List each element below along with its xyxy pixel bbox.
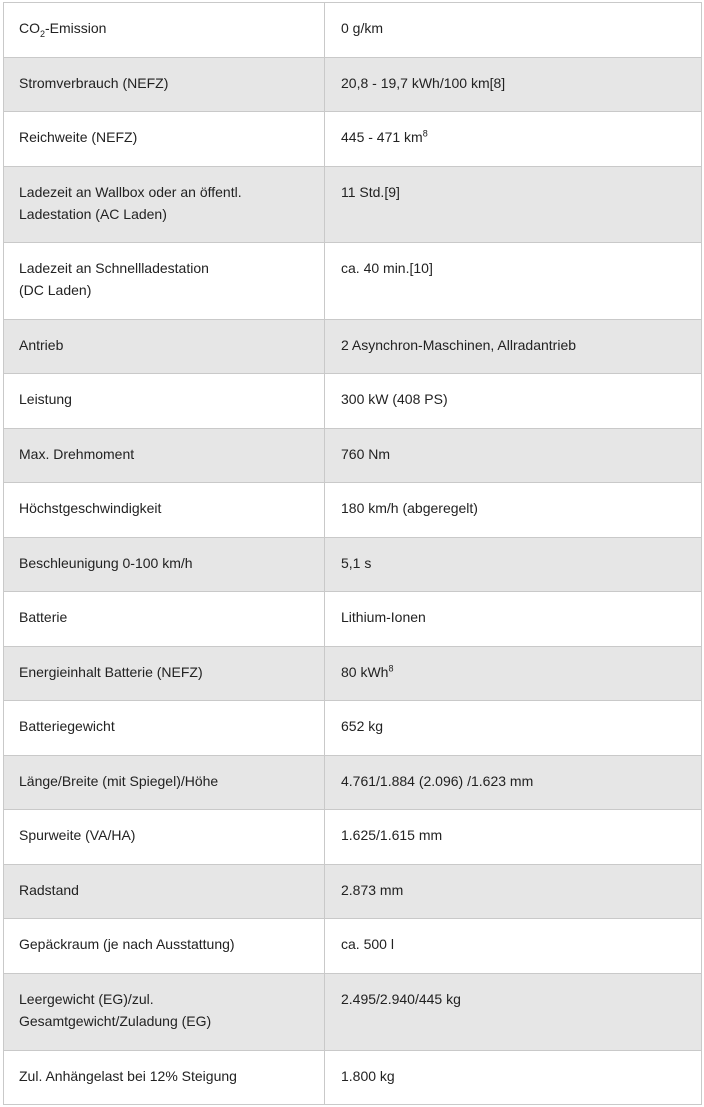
row-value: 180 km/h (abgeregelt) <box>325 483 702 538</box>
row-label: Höchstgeschwindigkeit <box>4 483 325 538</box>
row-value: 652 kg <box>325 701 702 756</box>
table-row <box>4 647 702 701</box>
row-value: 1.800 kg <box>325 1051 702 1105</box>
table-row <box>4 167 702 243</box>
table-row <box>4 810 702 865</box>
table-row <box>4 374 702 429</box>
row-value: 300 kW (408 PS) <box>325 374 702 429</box>
row-label: Stromverbrauch (NEFZ) <box>4 58 325 112</box>
table-row <box>4 3 702 58</box>
table-row <box>4 865 702 919</box>
row-label: Batterie <box>4 592 325 647</box>
table-row <box>4 538 702 592</box>
row-value: Lithium-Ionen <box>325 592 702 647</box>
row-value: 80 kWh$^8$ <box>325 647 702 701</box>
row-label: Ladezeit an Schnellladestation (DC Laden) <box>4 243 325 320</box>
row-value: 2.873 mm <box>325 865 702 919</box>
table-row <box>4 243 702 320</box>
row-label: Radstand <box>4 865 325 919</box>
table-row <box>4 919 702 974</box>
table-row <box>4 701 702 756</box>
row-label: Leergewicht (EG)/zul. Gesamtgewicht/Zuladung (EG) <box>4 974 325 1051</box>
row-label: Gepäckraum (je nach Ausstattung) <box>4 919 325 974</box>
row-label: Ladezeit an Wallbox oder an öffentl. Ladestation (AC Laden) <box>4 167 325 243</box>
row-value: 2 Asynchron-Maschinen, Allradantrieb <box>325 320 702 374</box>
table-row <box>4 320 702 374</box>
row-label: Max. Drehmoment <box>4 429 325 483</box>
row-label: Batteriegewicht <box>4 701 325 756</box>
table-row <box>4 112 702 167</box>
row-value: 4.761/1.884 (2.096) /1.623 mm <box>325 756 702 810</box>
row-value: ca. 40 min.[10] <box>325 243 702 320</box>
table-row <box>4 58 702 112</box>
row-label: Reichweite (NEFZ) <box>4 112 325 167</box>
row-value: 2.495/2.940/445 kg <box>325 974 702 1051</box>
row-value: 1.625/1.615 mm <box>325 810 702 865</box>
row-value: 5,1 s <box>325 538 702 592</box>
row-label: Zul. Anhängelast bei 12% Steigung <box>4 1051 325 1105</box>
row-label: Leistung <box>4 374 325 429</box>
row-value: 445 - 471 $km^8$ <box>325 112 702 167</box>
row-value: 11 Std.[9] <box>325 167 702 243</box>
row-value: ca. 500 l <box>325 919 702 974</box>
spec-table <box>3 2 702 1105</box>
table-row <box>4 1051 702 1105</box>
row-value: 760 Nm <box>325 429 702 483</box>
row-label: Energieinhalt Batterie (NEFZ) <box>4 647 325 701</box>
row-label: $CO_2$-Emission <box>4 3 325 58</box>
row-label: Länge/Breite (mit Spiegel)/Höhe <box>4 756 325 810</box>
table-row <box>4 592 702 647</box>
row-label: Beschleunigung 0-100 km/h <box>4 538 325 592</box>
row-value: 0 g/km <box>325 3 702 58</box>
table-row <box>4 429 702 483</box>
row-value: 20,8 - 19,7 kWh/100 km[8] <box>325 58 702 112</box>
table-row <box>4 756 702 810</box>
row-label: Spurweite (VA/HA) <box>4 810 325 865</box>
table-row <box>4 483 702 538</box>
table-row <box>4 974 702 1051</box>
row-label: Antrieb <box>4 320 325 374</box>
